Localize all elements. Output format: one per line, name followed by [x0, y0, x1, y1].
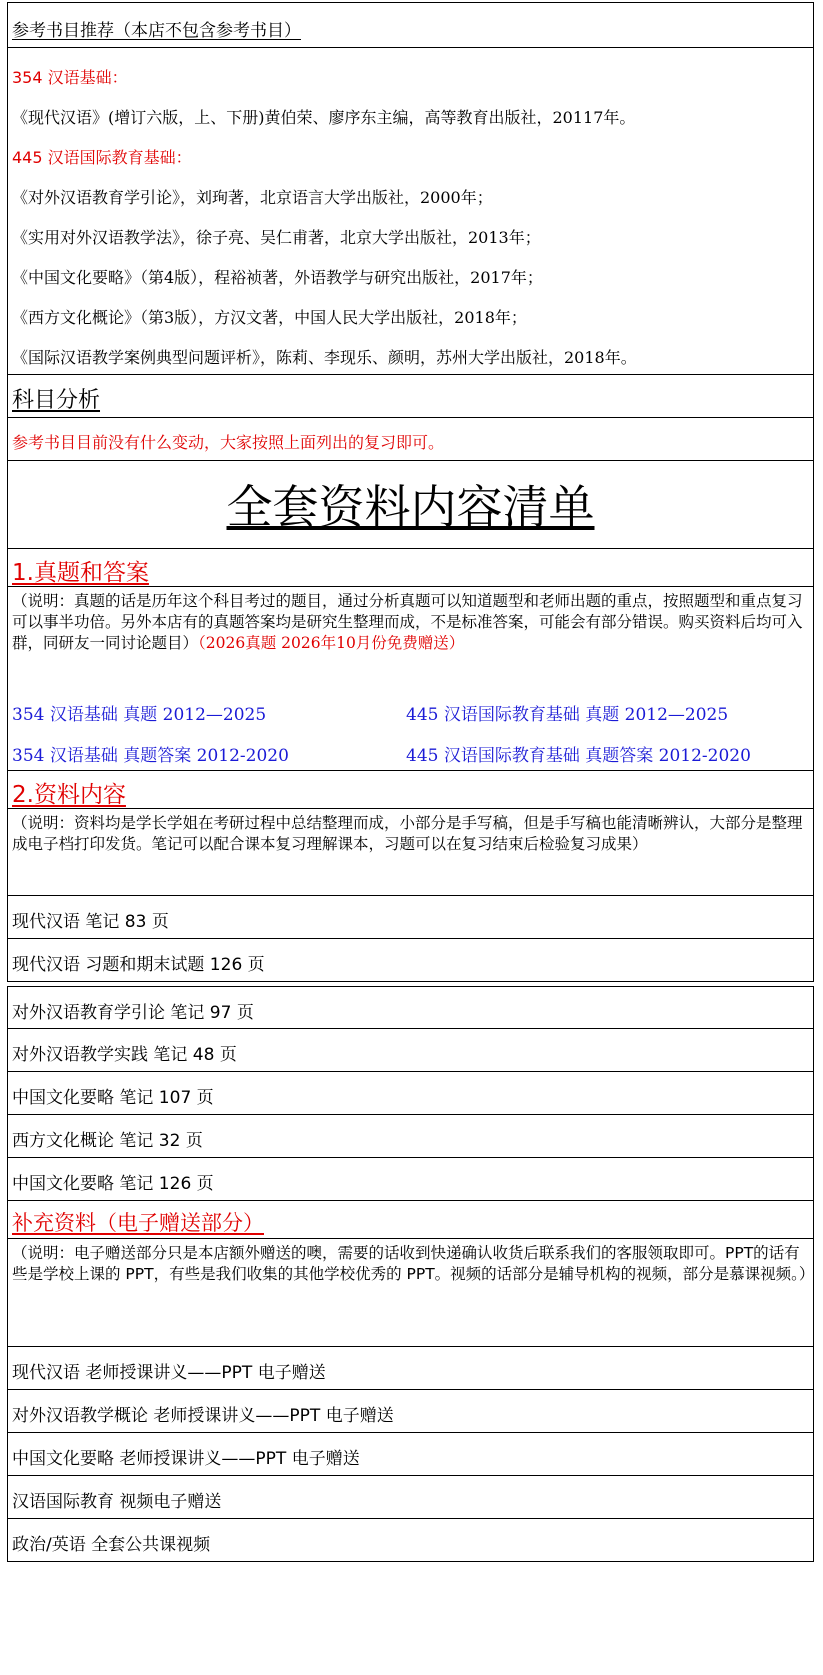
section1-body — [7, 587, 814, 771]
answer-item-445: 445 汉语国际教育基础 真题答案 2012-2020 — [406, 746, 751, 766]
gift-item-row — [7, 1433, 814, 1476]
main-title: 全套资料内容清单 — [226, 480, 595, 534]
material-item-row — [7, 1158, 814, 1201]
subject2-book: 《实用对外汉语教学法》，徐子亮、吴仁甫著，北京大学出版社，2013年； — [12, 228, 541, 247]
main-title-row — [7, 461, 814, 549]
analysis-text-row — [7, 418, 814, 461]
subject1-label: 354 汉语基础： — [12, 68, 128, 87]
material-item: 现代汉语 习题和期末试题 126 页 — [12, 955, 265, 975]
material-item: 对外汉语教育学引论 笔记 97 页 — [12, 1003, 254, 1023]
subject2-book: 《西方文化概论》（第3版），方汉文著，中国人民大学出版社，2018年； — [12, 308, 527, 327]
references-heading: 参考书目推荐（本店不包含参考书目） — [12, 21, 301, 41]
subject1-book: 《现代汉语》(增订六版，上、下册)黄伯荣、廖序东主编，高等教育出版社，20117年。 — [12, 108, 636, 127]
gift-item: 现代汉语 老师授课讲义——PPT 电子赠送 — [12, 1363, 326, 1383]
material-item: 对外汉语教学实践 笔记 48 页 — [12, 1045, 237, 1065]
section1-heading: 1.真题和答案 — [12, 560, 149, 586]
references-heading-row — [7, 2, 814, 48]
exam-item-445: 445 汉语国际教育基础 真题 2012—2025 — [406, 705, 729, 725]
material-item-row — [7, 1029, 814, 1072]
gift-item-row — [7, 1476, 814, 1519]
gift-item: 中国文化要略 老师授课讲义——PPT 电子赠送 — [12, 1449, 360, 1469]
section3-body — [7, 1239, 814, 1347]
exam-item-354: 354 汉语基础 真题 2012—2025 — [12, 705, 267, 725]
material-item-row — [7, 1115, 814, 1158]
material-item-row — [7, 986, 814, 1029]
analysis-text: 参考书目目前没有什么变动，大家按照上面列出的复习即可。 — [12, 433, 445, 452]
gift-item: 对外汉语教学概论 老师授课讲义——PPT 电子赠送 — [12, 1406, 394, 1426]
gift-item: 政治/英语 全套公共课视频 — [12, 1535, 211, 1555]
section1-note-text: （说明：真题的话是历年这个科目考过的题目，通过分析真题可以知道题型和老师出题的重点，按照题型和重点复习可以事半功倍。另外本店有的真题答案均是研究生整理而成，不是标准答案，可能会有部分错误。购买资料后均可入群，同研友一同讨论题目） — [12, 592, 803, 652]
gift-item-row — [7, 1519, 814, 1562]
section2-body — [7, 809, 814, 896]
subject2-book: 《国际汉语教学案例典型问题评析》，陈莉、李现乐、颜明，苏州大学出版社，2018年。 — [12, 348, 637, 367]
gift-item: 汉语国际教育 视频电子赠送 — [12, 1492, 222, 1512]
subject2-label: 445 汉语国际教育基础： — [12, 148, 192, 167]
material-item-row — [7, 896, 814, 939]
section1-heading-row — [7, 549, 814, 587]
material-item: 西方文化概论 笔记 32 页 — [12, 1131, 203, 1151]
gift-item-row — [7, 1347, 814, 1390]
material-item-row — [7, 1072, 814, 1115]
answer-item-354: 354 汉语基础 真题答案 2012-2020 — [12, 746, 289, 766]
section2-note: （说明：资料均是学长学姐在考研过程中总结整理而成，小部分是手写稿，但是手写稿也能清晰辨认，大部分是整理成电子档打印发货。笔记可以配合课本复习理解课本，习题可以在复习结束后检验复习成果） — [12, 814, 803, 853]
material-item: 中国文化要略 笔记 107 页 — [12, 1088, 214, 1108]
subject2-book: 《中国文化要略》（第4版），程裕祯著，外语教学与研究出版社，2017年； — [12, 268, 543, 287]
material-item: 现代汉语 笔记 83 页 — [12, 912, 169, 932]
document-sheet — [7, 2, 816, 1670]
subject2-book: 《对外汉语教育学引论》，刘珣著，北京语言大学出版社，2000年； — [12, 188, 493, 207]
references-body — [7, 48, 814, 375]
analysis-heading: 科目分析 — [12, 388, 101, 413]
section1-note-highlight: （2026真题 2026年10月份免费赠送） — [198, 634, 465, 652]
material-item: 中国文化要略 笔记 126 页 — [12, 1174, 214, 1194]
section2-heading: 2.资料内容 — [12, 782, 126, 808]
analysis-heading-row — [7, 375, 814, 418]
section1-note — [12, 591, 807, 654]
section2-heading-row — [7, 771, 814, 809]
section3-heading-row — [7, 1201, 814, 1239]
section3-note: （说明：电子赠送部分只是本店额外赠送的噢，需要的话收到快递确认收货后联系我们的客服领取即可。PPT的话有些是学校上课的 PPT，有些是我们收集的其他学校优秀的 PPT。视频的话部分是辅导机构的视频，部分是慕课视频。） — [12, 1244, 815, 1283]
material-item-row — [7, 939, 814, 982]
section3-heading: 补充资料（电子赠送部分） — [12, 1211, 264, 1235]
gift-item-row — [7, 1390, 814, 1433]
